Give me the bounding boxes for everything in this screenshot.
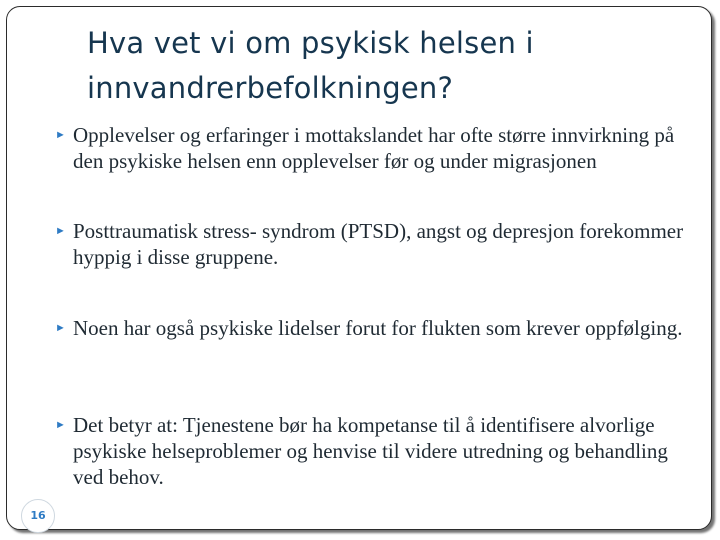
bullet-arrow-icon: ► (55, 225, 66, 237)
bullet-text: Opplevelser og erfaringer i mottakslandet har ofte større innvirkning på den psykiske helsen enn opplevelser før og under migrasjonen (73, 123, 675, 173)
bullet-arrow-icon: ► (55, 419, 66, 431)
bullet-item (53, 315, 693, 341)
slide-frame (6, 6, 712, 530)
page-number: 16 (21, 499, 55, 533)
bullet-item (53, 218, 693, 270)
bullet-item (53, 122, 693, 174)
bullet-arrow-icon: ► (55, 322, 66, 334)
slide-title: Hva vet vi om psykisk helsen i innvandrerbefolkningen? (87, 26, 534, 105)
bullet-text: Det betyr at: Tjenestene bør ha kompetanse til å identifisere alvorlige psykiske helseproblemer og henvise til videre utredning og behandling ved behov. (73, 413, 668, 489)
bullet-item (53, 412, 693, 490)
bullet-arrow-icon: ► (55, 129, 66, 141)
bullet-text: Noen har også psykiske lidelser forut for flukten som krever oppfølging. (73, 316, 683, 340)
bullet-text: Posttraumatisk stress- syndrom (PTSD), angst og depresjon forekommer hyppig i disse gruppene. (73, 219, 684, 269)
